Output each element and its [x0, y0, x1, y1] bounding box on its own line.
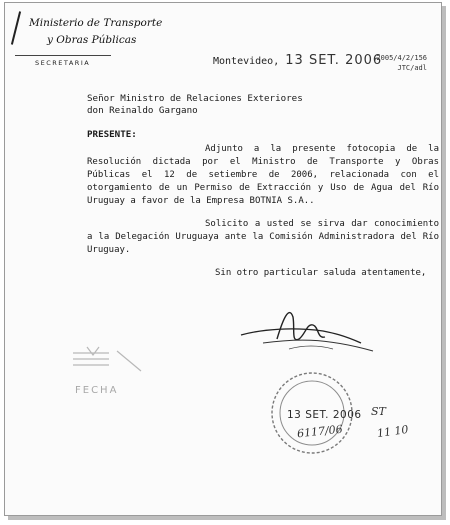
faded-stamp-text: FECHA: [75, 385, 119, 396]
letter-page: [4, 2, 442, 516]
file-number: 2005/4/2/156: [376, 54, 427, 62]
signature: [233, 299, 383, 359]
handwritten-entry-number: 6117/06: [296, 422, 344, 441]
addressee-name: don Reinaldo Gargano: [87, 105, 198, 116]
margin-note-1: ST: [371, 405, 386, 418]
letterhead-ministry: [29, 15, 162, 49]
letterhead-rule: [15, 55, 111, 56]
department-label: SECRETARIA: [35, 59, 91, 67]
margin-note-2: 11 10: [376, 422, 410, 441]
body-paragraph-2: Solicito a usted se sirva dar conocimiento a la Delegación Uruguaya ante la Comisión Administradora del Río Uruguay.: [87, 219, 439, 255]
dateline-place: Montevideo,: [213, 56, 280, 67]
addressee-block: [87, 93, 303, 117]
typist-initials: JTC/adl: [397, 64, 427, 72]
salutation: PRESENTE:: [87, 129, 137, 140]
letterhead-mark: [11, 11, 21, 44]
letter-body: [87, 143, 439, 290]
ministry-name-line2: y Obras Públicas: [47, 34, 137, 46]
seal-date: 13 SET. 2006: [287, 409, 362, 421]
dateline-stamped-date: 13 SET. 2006: [285, 53, 383, 68]
reference-block: [376, 53, 427, 73]
addressee-title: Señor Ministro de Relaciones Exteriores: [87, 93, 303, 104]
dateline: [213, 53, 382, 68]
ministry-name-line1: Ministerio de Transporte: [29, 17, 163, 29]
closing-line: Sin otro particular saluda atentamente,: [215, 268, 427, 278]
faded-office-stamp: [69, 343, 153, 399]
body-paragraph-1: Adjunto a la presente fotocopia de la Resolución dictada por el Ministro de Transporte y Obras Públicas el 12 de setiembre de 2006, relacionada con el otorgamiento de un Permiso de Extracción y Uso de Agua del Río Uruguay a favor de la Empresa BOTNIA S.A..: [87, 144, 439, 206]
